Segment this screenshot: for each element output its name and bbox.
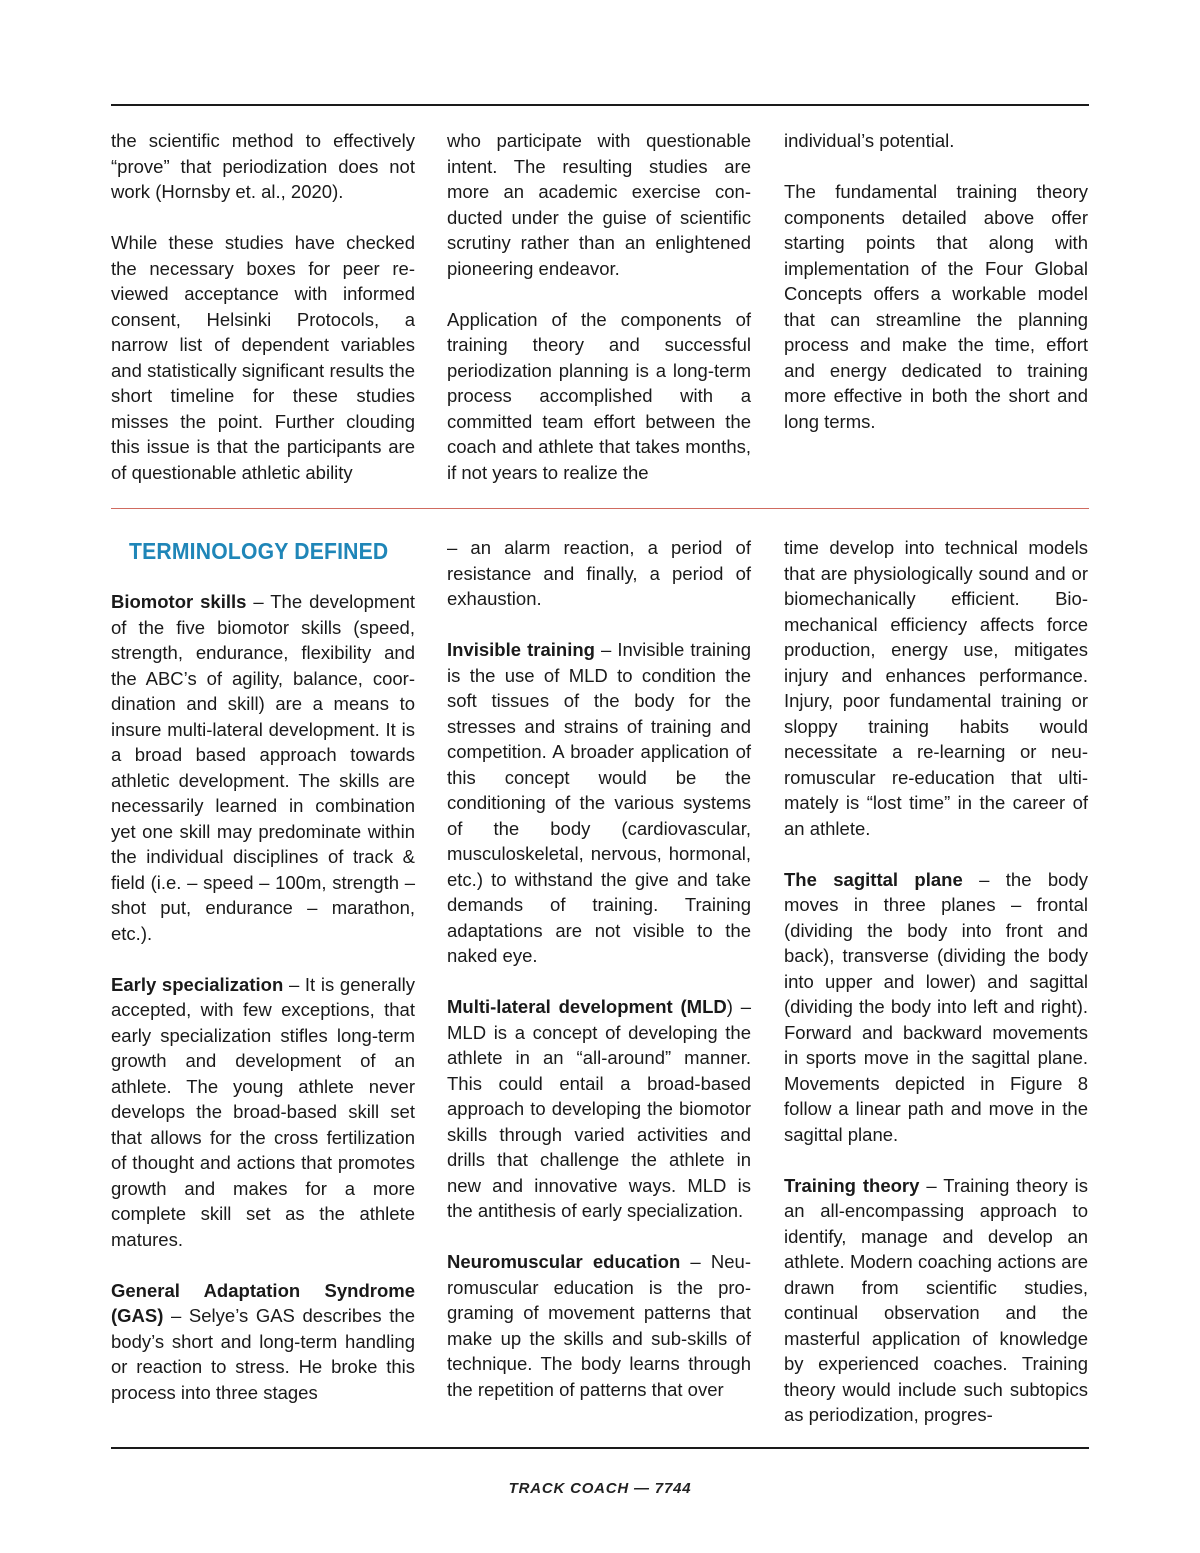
term-paren: ) xyxy=(726,996,733,1017)
term-definition: – It is generally accepted, with few exceptions, that early specialization stifles long-term growth and development of an athlete. The young athlete never develops the broad-based skill set that allows for the cross fertilization of thought and actions that promotes growth and makes for a more complete skill set as the athlete matures. xyxy=(111,973,415,1250)
section-heading: TERMINOLOGY DEFINED xyxy=(129,538,389,564)
term-label: Training theory xyxy=(784,1174,920,1196)
paragraph: individual’s potential. xyxy=(784,130,955,151)
term-sagittal-plane xyxy=(784,867,1088,1148)
term-definition: – MLD is a concept of developing the athlete in an “all-around” manner. This could entail a broad-based approach to developing the biomotor skills through varied activities and drills that challenge the athlete in new and innovative ways. MLD is the antithesis of early specialization. xyxy=(447,996,751,1221)
paragraph: the scientific method to effectively “prove” that periodization does not work (Hornsby et. al., 2020). xyxy=(111,130,415,202)
term-early-specialization xyxy=(111,972,415,1253)
term-definition: – Selye’s GAS describes the body’s short and long-term handling or reaction to stress. He broke this process into three stages xyxy=(111,1305,415,1403)
term-definition: – The development of the five biomotor skills (speed, strength, endurance, flexibility and the ABC’s of agility, balance, coordination and skill) are a means to insure multi-lateral development. It is a broad based approach towards athletic development. The skills are necessarily learned in combination yet one skill may predominate within the individual disciplines of track & field (i.e. – speed – 100m, strength – shot put, endurance – marathon, etc.). xyxy=(111,591,416,944)
term-definition: – Invisible training is the use of MLD to condition the soft tissues of the body for the stresses and strains of training and competition. A broader application of this concept would be the conditioning of the various systems of the body (cardiovascular, musculoskeletal, nervous, hormonal, etc.) to withstand the give and take demands of training. Training adaptations are not visible to the naked eye. xyxy=(447,639,751,966)
paragraph: who participate with questionable intent. The resulting studies are more an academic exercise conducted under the guise of scientific scrutiny rather than an enlightened pioneering endeavor. xyxy=(447,130,751,279)
bottom-rule xyxy=(111,1447,1089,1449)
term-gas xyxy=(111,1278,415,1406)
term-invisible-training xyxy=(447,637,751,969)
terminology-column-2 xyxy=(447,535,751,1402)
term-label: Biomotor skills xyxy=(111,591,247,612)
term-label: The sagittal plane xyxy=(784,868,963,890)
term-label: Early specialization xyxy=(111,973,284,995)
term-label: Neuromuscular education xyxy=(447,1251,681,1272)
term-label: Multi-lateral development (MLD xyxy=(447,996,727,1017)
term-neuromuscular-education xyxy=(447,1249,751,1402)
term-label: General Adaptation Syndrome (GAS) xyxy=(111,1279,415,1326)
paragraph: The fundamental training theory components detailed above offer starting points that along with implementation of the Four Global Concepts offers a workable model that can streamline the planning process and make the time, effort and energy dedicated to training more effective in both the short and long terms. xyxy=(784,181,1088,432)
term-definition: – Training theory is an all-encompassing approach to identify, manage and develop an athlete. Modern coaching actions are drawn from scientific studies, continual observation and the masterful application of knowledge by experienced coaches. Training theory would include such subtopics as periodization, progres- xyxy=(784,1174,1088,1425)
top-rule xyxy=(111,104,1089,106)
term-definition: – Neuromuscular education is the programing of movement patterns that make up the skills and sub-skills of technique. The body learns through the repetition of patterns that over xyxy=(447,1251,751,1400)
term-label: Invisible training xyxy=(447,639,595,660)
term-definition: – the body moves in three planes – frontal (dividing the body into front and back), transverse (dividing the body into upper and lower) and sagittal (dividing the body into left and right). Forward and backward movements in sports move in the sagittal plane. Movements depicted in Figure 8 follow a linear path and move in the sagittal plane. xyxy=(784,868,1088,1145)
term-training-theory xyxy=(784,1173,1088,1428)
term-neuromuscular-continued: time develop into technical models that are physiologically sound and or biomechanically efficient. Biomechanical efficiency affects force production, energy use, mitigates injury and enhances performance. Injury, poor fundamental training or sloppy training habits would necessitate a re-learning or neuromuscular re-education that ultimately is “lost time” in the career of an athlete. xyxy=(784,537,1088,839)
top-column-3 xyxy=(784,128,1088,434)
term-biomotor-skills xyxy=(111,589,415,946)
term-multi-lateral-development xyxy=(447,994,751,1224)
section-divider xyxy=(111,508,1089,509)
page-footer: TRACK COACH — 7744 xyxy=(508,1480,692,1497)
terminology-column-3 xyxy=(784,535,1088,1428)
paragraph: While these studies have checked the necessary boxes for peer reviewed acceptance with informed consent, Helsinki Protocols, a narrow list of dependent variables and statistically significant results the short timeline for these studies misses the point. Further clouding this issue is that the participants are of questionable athletic ability xyxy=(111,232,415,483)
top-column-1 xyxy=(111,128,415,485)
terminology-column-1 xyxy=(111,535,415,1405)
paragraph: Application of the components of training theory and successful periodization planning is a long-term process accomplished with a committed team effort between the coach and athlete that takes months, if not years to realize the xyxy=(447,308,751,483)
term-gas-continued: – an alarm reaction, a period of resistance and finally, a period of exhaustion. xyxy=(447,537,751,609)
top-column-2 xyxy=(447,128,751,485)
